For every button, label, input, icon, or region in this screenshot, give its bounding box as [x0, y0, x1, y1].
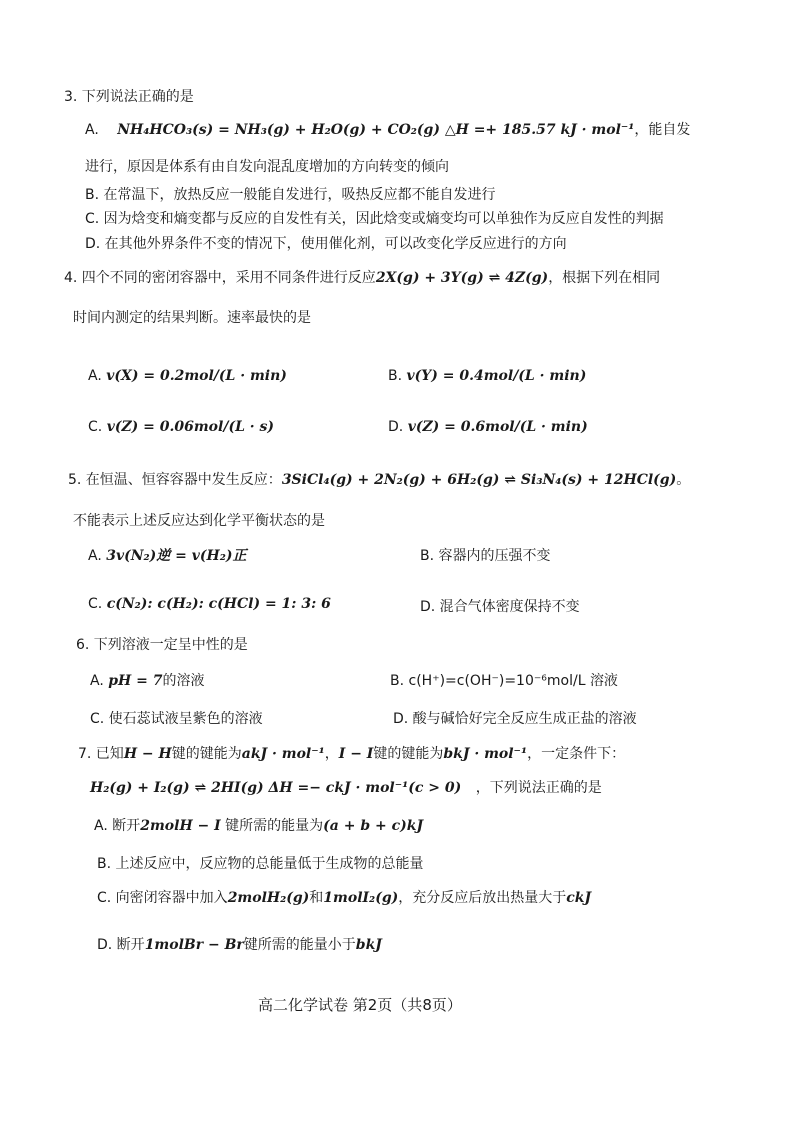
q4-stem-post: ，根据下列在相同	[548, 270, 661, 286]
q5-option-c	[88, 596, 331, 612]
q7-c-pre: C. 向密闭容器中加入	[97, 890, 228, 906]
q3-a-tail: ，能自发	[634, 122, 691, 138]
q4-option-b	[388, 368, 586, 384]
q3-a-formula: NH₄HCO₃(s) = NH₃(g) + H₂O(g) + CO₂(g) △H =+ 185.57 kJ · mol⁻¹	[117, 122, 635, 138]
q4-c-formula: v(Z) = 0.06mol/(L · s)	[106, 419, 275, 435]
q3-option-b: B. 在常温下，放热反应一般能自发进行，吸热反应都不能自发进行	[85, 187, 496, 203]
q7-stem-4: 键的键能为	[373, 746, 444, 762]
q5-option-a	[88, 545, 247, 565]
q7-stem-5: ，一定条件下：	[527, 746, 626, 762]
q7-stem-f1: H − H	[123, 746, 172, 762]
q6-option-d: D. 酸与碱恰好完全反应生成正盐的溶液	[393, 711, 637, 727]
q4-b-formula: v(Y) = 0.4mol/(L · min)	[406, 368, 587, 384]
q7-equation-line	[90, 777, 602, 797]
q4-stem-pre: 4. 四个不同的密闭容器中，采用不同条件进行反应	[64, 270, 376, 286]
page-footer: 高二化学试卷 第2页（共8页）	[258, 996, 462, 1014]
q4-c-label: C.	[88, 419, 103, 435]
q7-c-f2: 1molI₂(g)	[323, 890, 399, 906]
q7-stem-2: 键的键能为	[171, 746, 242, 762]
q7-stem-3: ，	[324, 746, 339, 762]
q7-a-f1: 2molH − I	[140, 818, 221, 834]
q6-option-b: B. c(H⁺)=c(OH⁻)=10⁻⁶mol/L 溶液	[390, 673, 618, 689]
q6-a-tail: 的溶液	[162, 673, 205, 689]
q7-stem-f4: bkJ · mol⁻¹	[443, 746, 528, 762]
q5-a-label: A.	[88, 548, 102, 564]
q3-option-a-cont: 进行，原因是体系有由自发向混乱度增加的方向转变的倾向	[85, 159, 449, 175]
q7-c-f3: ckJ	[566, 890, 592, 906]
q6-a-label: A.	[90, 673, 104, 689]
q5-stem-cont: 不能表示上述反应达到化学平衡状态的是	[73, 513, 325, 529]
q7-option-b: B. 上述反应中，反应物的总能量低于生成物的总能量	[97, 856, 424, 872]
q7-equation-tail: ，下列说法正确的是	[475, 780, 602, 796]
q5-stem-post: 。	[676, 472, 691, 488]
q6-option-c: C. 使石蕊试液呈紫色的溶液	[90, 711, 263, 727]
q3-option-a	[85, 119, 690, 139]
q4-option-c	[88, 419, 274, 435]
q4-d-formula: v(Z) = 0.6mol/(L · min)	[407, 419, 588, 435]
q7-d-f2: bkJ	[355, 937, 382, 953]
q7-stem-f3: I − I	[338, 746, 374, 762]
q6-option-a	[90, 670, 204, 690]
q7-stem-1: 7. 已知	[78, 746, 124, 762]
q7-option-c	[97, 887, 591, 907]
q7-a-mid: 键所需的能量为	[220, 818, 324, 834]
q7-stem-f2: akJ · mol⁻¹	[241, 746, 325, 762]
q5-option-b: B. 容器内的压强不变	[420, 548, 551, 564]
q6-a-formula: pH = 7	[108, 673, 163, 689]
q5-stem	[68, 469, 690, 489]
q7-a-pre: A. 断开	[94, 818, 141, 834]
q4-option-a	[88, 368, 287, 384]
q7-equation: H₂(g) + I₂(g) ⇌ 2HI(g) ΔH =− ckJ · mol⁻¹(c > 0)	[90, 780, 462, 796]
q7-option-a	[94, 815, 423, 835]
q4-stem	[64, 267, 660, 287]
q4-stem-formula: 2X(g) + 3Y(g) ⇌ 4Z(g)	[375, 270, 549, 286]
q3-a-label: A.	[85, 122, 99, 138]
q4-a-formula: v(X) = 0.2mol/(L · min)	[106, 368, 287, 384]
q7-a-f2: (a + b + c)kJ	[323, 818, 424, 834]
q5-stem-formula: 3SiCl₄(g) + 2N₂(g) + 6H₂(g) ⇌ Si₃N₄(s) + 12HCl(g)	[281, 472, 677, 488]
q4-a-label: A.	[88, 368, 102, 384]
q4-stem-cont: 时间内测定的结果判断。速率最快的是	[73, 310, 311, 326]
q5-c-formula: c(N₂): c(H₂): c(HCl) = 1: 3: 6	[106, 596, 331, 612]
q7-c-f1: 2molH₂(g)	[227, 890, 310, 906]
q4-option-d	[388, 419, 588, 435]
q7-d-pre: D. 断开	[97, 937, 145, 953]
q5-c-label: C.	[88, 596, 103, 612]
q5-a-formula: 3v(N₂)逆 = v(H₂)正	[106, 548, 247, 564]
q3-option-c: C. 因为焓变和熵变都与反应的自发性有关，因此焓变或熵变均可以单独作为反应自发性的判据	[85, 211, 664, 227]
q3-stem: 3. 下列说法正确的是	[64, 89, 194, 105]
q7-d-f1: 1molBr − Br	[144, 937, 244, 953]
q4-d-label: D.	[388, 419, 404, 435]
q7-d-mid: 键所需的能量小于	[243, 937, 356, 953]
q7-c-post: ，充分反应后放出热量大于	[398, 890, 567, 906]
q5-stem-pre: 5. 在恒温、恒容容器中发生反应：	[68, 472, 282, 488]
q5-option-d: D. 混合气体密度保持不变	[420, 599, 580, 615]
q3-option-d: D. 在其他外界条件不变的情况下，使用催化剂，可以改变化学反应进行的方向	[85, 236, 567, 252]
q4-b-label: B.	[388, 368, 403, 384]
q7-c-mid: 和	[309, 890, 324, 906]
q6-stem: 6. 下列溶液一定呈中性的是	[76, 637, 248, 653]
q7-option-d	[97, 934, 382, 954]
q7-stem	[78, 743, 625, 763]
